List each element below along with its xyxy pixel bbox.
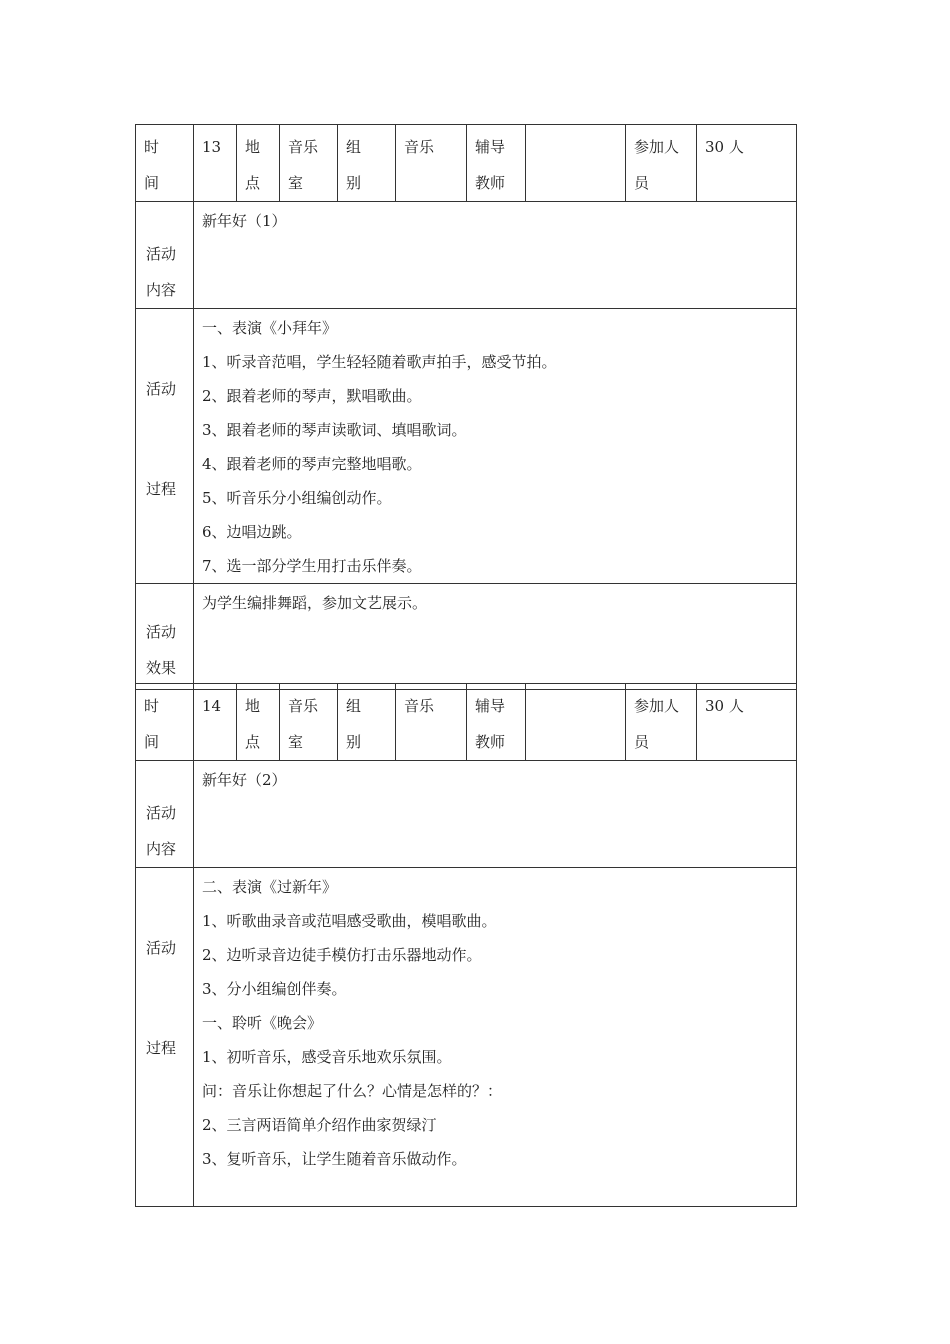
teacher-value-cell	[526, 125, 626, 202]
participants-label-cell: 参加人 员	[626, 684, 697, 761]
process-line: 3、跟着老师的琴声读歌词、填唱歌词。	[202, 421, 467, 439]
group-label-cell: 组 别	[338, 684, 396, 761]
group-value-cell: 音乐	[396, 684, 467, 761]
process-label-cell	[136, 868, 194, 1207]
process-text-cell	[194, 309, 797, 584]
process-line: 5、听音乐分小组编创动作。	[202, 489, 392, 507]
process-label-cell	[136, 309, 194, 584]
process-line: 问：音乐让你想起了什么？心情是怎样的？：	[202, 1082, 503, 1100]
process-line: 2、三言两语简单介绍作曲家贺绿汀	[202, 1116, 437, 1134]
process-line: 1、初听音乐，感受音乐地欢乐氛围。	[202, 1048, 452, 1066]
header-row	[136, 125, 797, 202]
content-label-line-2: 内容	[146, 281, 177, 299]
process-label-line-1: 活动	[146, 380, 177, 398]
process-label-line-2: 过程	[146, 1039, 177, 1057]
place-value-cell: 音乐 室	[280, 684, 338, 761]
process-line: 2、跟着老师的琴声，默唱歌曲。	[202, 387, 422, 405]
content-label-line-1: 活动	[146, 804, 177, 822]
participants-value-cell: 30 人	[697, 684, 797, 761]
content-label-cell	[136, 202, 194, 309]
process-label-line-1: 活动	[146, 939, 177, 957]
activity-record-table-2	[135, 683, 797, 1207]
process-text-cell	[194, 868, 797, 1207]
process-label-line-2: 过程	[146, 480, 177, 498]
time-label-cell: 时 间	[136, 684, 194, 761]
process-row	[136, 309, 797, 584]
place-label-cell: 地 点	[237, 684, 280, 761]
teacher-label-cell: 辅导 教师	[467, 125, 526, 202]
effect-label-cell	[136, 584, 194, 690]
content-text: 新年好（2）	[202, 771, 287, 789]
content-text-cell	[194, 202, 797, 309]
teacher-value-cell	[526, 684, 626, 761]
content-label-line-2: 内容	[146, 840, 177, 858]
effect-text-cell	[194, 584, 797, 690]
process-line: 4、跟着老师的琴声完整地唱歌。	[202, 455, 422, 473]
effect-label-line-1: 活动	[146, 623, 177, 641]
process-line: 二、表演《过新年》	[202, 878, 338, 896]
process-line: 7、选一部分学生用打击乐伴奏。	[202, 557, 422, 575]
process-line: 1、听歌曲录音或范唱感受歌曲，模唱歌曲。	[202, 912, 497, 930]
content-row	[136, 761, 797, 868]
time-value-cell: 13	[194, 125, 237, 202]
place-label-cell: 地 点	[237, 125, 280, 202]
time-value-cell: 14	[194, 684, 237, 761]
process-row	[136, 868, 797, 1207]
content-text: 新年好（1）	[202, 212, 287, 230]
teacher-label-cell: 辅导 教师	[467, 684, 526, 761]
activity-record-table-1	[135, 124, 797, 690]
process-line: 1、听录音范唱，学生轻轻随着歌声拍手，感受节拍。	[202, 353, 557, 371]
effect-label-line-2: 效果	[146, 659, 177, 677]
participants-value-cell: 30 人	[697, 125, 797, 202]
group-value-cell: 音乐	[396, 125, 467, 202]
effect-row	[136, 584, 797, 690]
content-label-cell	[136, 761, 194, 868]
content-row	[136, 202, 797, 309]
time-label-cell: 时 间	[136, 125, 194, 202]
header-row	[136, 684, 797, 761]
content-text-cell	[194, 761, 797, 868]
process-line: 2、边听录音边徒手模仿打击乐器地动作。	[202, 946, 482, 964]
process-line: 3、复听音乐，让学生随着音乐做动作。	[202, 1150, 467, 1168]
process-line: 一、表演《小拜年》	[202, 319, 338, 337]
group-label-cell: 组 别	[338, 125, 396, 202]
process-line: 6、边唱边跳。	[202, 523, 302, 541]
participants-label-cell: 参加人 员	[626, 125, 697, 202]
content-label-line-1: 活动	[146, 245, 177, 263]
process-line: 一、聆听《晚会》	[202, 1014, 323, 1032]
process-line: 3、分小组编创伴奏。	[202, 980, 347, 998]
effect-text: 为学生编排舞蹈，参加文艺展示。	[202, 594, 428, 612]
place-value-cell: 音乐 室	[280, 125, 338, 202]
